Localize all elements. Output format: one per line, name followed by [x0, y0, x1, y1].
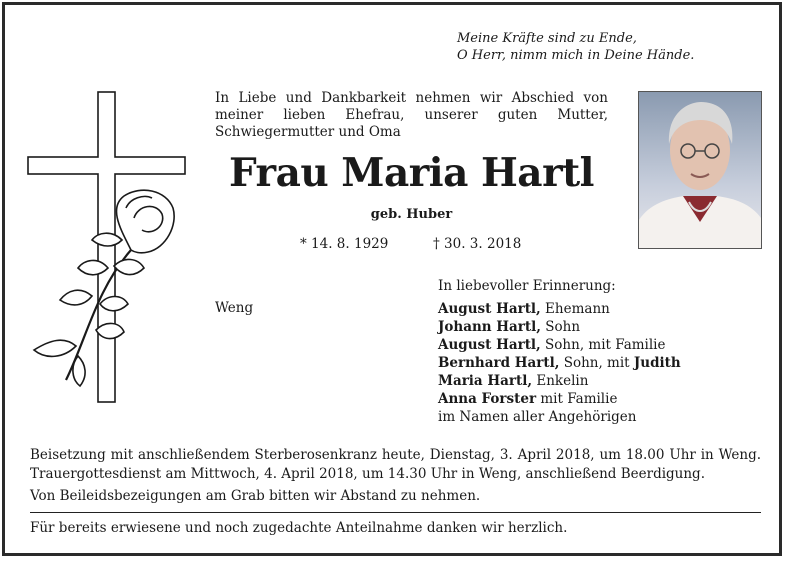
memory-heading: In liebevoller Erinnerung: — [438, 278, 616, 294]
intro-text: In Liebe und Dankbarkeit nehmen wir Abschied von meiner lieben Ehefrau, unserer guten Mutter, Schwiegermutter und Oma — [215, 90, 608, 140]
condolence-note: Von Beileidsbezeigungen am Grab bitten wir Abstand zu nehmen. — [30, 488, 481, 504]
mourner-relation: mit Familie — [536, 391, 618, 407]
mourners-list — [438, 300, 681, 426]
mourner-relation: Sohn, mit — [559, 355, 634, 371]
portrait-photo — [638, 91, 762, 249]
mourner-row — [438, 354, 681, 372]
mourner-row — [438, 300, 681, 318]
divider — [30, 512, 761, 513]
mourner-relation: Sohn — [540, 319, 581, 335]
place: Weng — [215, 300, 254, 316]
mourner-row — [438, 408, 681, 426]
mourner-name: Bernhard Hartl, — [438, 355, 560, 371]
thanks-note: Für bereits erwiesene und noch zugedachte Anteilnahme danken wir herzlich. — [30, 520, 568, 536]
mourner-relation: Ehemann — [540, 301, 610, 317]
mourner-relation: im Namen aller Angehörigen — [438, 409, 637, 425]
motto-line: Meine Kräfte sind zu Ende, — [457, 31, 637, 46]
mourner-row — [438, 372, 681, 390]
maiden-name: geb. Huber — [370, 207, 453, 222]
motto — [457, 30, 694, 64]
mourner-name: August Hartl, — [438, 301, 541, 317]
funeral-info: Beisetzung mit anschließendem Sterberosenkranz heute, Dienstag, 3. April 2018, um 18.00 Uhr in Weng. Trauergottesdienst am Mittwoch, 4. April 2018, um 14.30 Uhr in Weng, anschließend Beerdigung. — [30, 447, 761, 482]
deceased-name: Frau Maria Hartl — [229, 150, 594, 196]
death-date: † 30. 3. 2018 — [433, 236, 522, 252]
mourner-name: August Hartl, — [438, 337, 541, 353]
motto-line: O Herr, nimm mich in Deine Hände. — [457, 48, 695, 63]
mourner-relation: Sohn, mit Familie — [540, 337, 666, 353]
mourner-partner: Judith — [633, 355, 681, 371]
mourner-name: Johann Hartl, — [438, 319, 541, 335]
cross-rose-icon — [26, 90, 188, 405]
mourner-name: Maria Hartl, — [438, 373, 533, 389]
mourner-name: Anna Forster — [438, 391, 537, 407]
mourner-row — [438, 318, 681, 336]
mourner-row — [438, 390, 681, 408]
mourner-relation: Enkelin — [532, 373, 589, 389]
birth-date: * 14. 8. 1929 — [300, 236, 389, 252]
mourner-row — [438, 336, 681, 354]
